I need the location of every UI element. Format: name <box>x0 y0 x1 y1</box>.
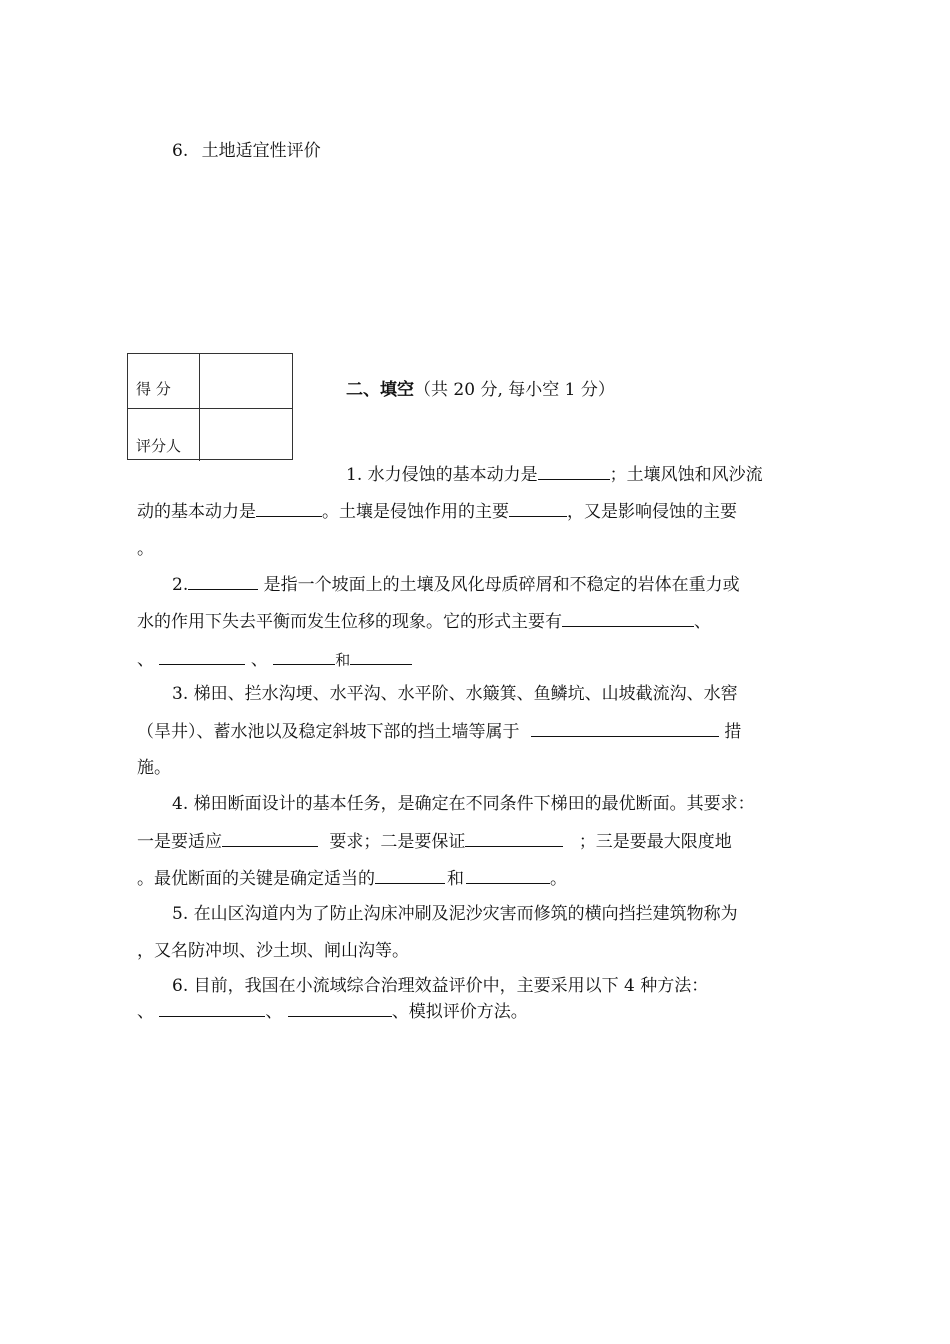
q4-text-c: 要求；二是要保证 <box>329 832 466 852</box>
q4-text-a: 4. 梯田断面设计的基本任务，是确定在不同条件下梯田的最优断面。其要求： <box>172 794 755 814</box>
q4-blank-3[interactable] <box>375 867 445 884</box>
q5-line-2 <box>137 940 409 962</box>
q2-text-d: 、 <box>694 612 711 632</box>
q4-line-1 <box>172 793 755 815</box>
q2-text-e: 、 <box>137 650 154 670</box>
q6-text-d: 、模拟评价方法。 <box>391 1002 528 1022</box>
score-value-cell <box>200 354 292 408</box>
q2-text-g: 和 <box>335 651 351 669</box>
q6-line-1 <box>172 975 708 997</box>
q2-blank-4[interactable] <box>273 648 335 665</box>
q4-line-3 <box>137 867 567 890</box>
q4-blank-4[interactable] <box>466 867 550 884</box>
q1-line-2 <box>137 500 737 523</box>
q4-blank-1[interactable] <box>222 830 318 847</box>
q2-line-2 <box>137 610 711 633</box>
q2-blank-3[interactable] <box>159 648 245 665</box>
q1-line-3 <box>137 538 154 560</box>
q4-text-e: 。最优断面的关键是确定适当的 <box>137 869 375 889</box>
q2-line-1 <box>172 573 740 596</box>
grader-value-cell <box>200 408 292 462</box>
q2-text-f: 、 <box>250 650 268 670</box>
q3-text-d: 施。 <box>137 758 171 778</box>
grader-label: 评分人 <box>128 408 200 461</box>
q3-text-c: 措 <box>724 722 742 742</box>
q1-line-1 <box>346 463 763 486</box>
q5-text-a: 5. 在山区沟道内为了防止沟床冲刷及泥沙灾害而修筑的横向挡拦建筑物称为 <box>172 904 738 924</box>
q3-text-a: 3. 梯田、拦水沟埂、水平沟、水平阶、水簸箕、鱼鳞坑、山坡截流沟、水窖 <box>172 684 738 704</box>
section-note: （共 20 分, 每小空 1 分） <box>414 380 615 400</box>
q1-text-b: ；土壤风蚀和风沙流 <box>609 465 763 485</box>
q4-text-d: ；三是要最大限度地 <box>578 832 732 852</box>
q1-text-d: 。土壤是侵蚀作用的主要 <box>322 502 509 522</box>
q6-blank-1[interactable] <box>159 1000 265 1017</box>
q1-text-c: 动的基本动力是 <box>137 502 256 522</box>
score-table <box>127 353 293 460</box>
q3-line-1 <box>172 683 738 705</box>
q6-text-a: 6. 目前，我国在小流域综合治理效益评价中，主要采用以下 4 种方法： <box>172 976 709 996</box>
section-heading <box>346 379 615 401</box>
score-label: 得 分 <box>128 354 200 408</box>
section-title: 二、填空 <box>346 380 414 400</box>
q6-line-2 <box>137 1000 528 1023</box>
q5-line-1 <box>172 903 738 925</box>
prev-question-item <box>172 140 321 162</box>
q1-text-f: 。 <box>137 539 154 559</box>
q2-blank-1[interactable] <box>188 573 258 590</box>
q4-line-2 <box>137 830 732 853</box>
q1-blank-2[interactable] <box>256 500 322 517</box>
q3-line-2 <box>137 720 741 743</box>
q2-text-c: 水的作用下失去平衡而发生位移的现象。它的形式主要有 <box>137 612 562 632</box>
q4-text-b: 一是要适应 <box>137 832 222 852</box>
q3-text-b: （旱井）、蓄水池以及稳定斜坡下部的挡土墙等属于 <box>137 722 520 742</box>
q4-text-g: 。 <box>550 869 567 889</box>
q6-text-c: 、 <box>265 1002 283 1022</box>
q4-text-f: 和 <box>447 869 464 889</box>
q1-text-e: ，又是影响侵蚀的主要 <box>567 502 737 522</box>
q1-blank-1[interactable] <box>538 463 610 480</box>
prev-question-text: 土地适宜性评价 <box>201 141 321 161</box>
q1-text-a: 1. 水力侵蚀的基本动力是 <box>346 465 538 485</box>
prev-question-number: 6. <box>172 141 189 161</box>
q2-text-a: 2. <box>172 575 189 595</box>
q5-text-b: ，又名防冲坝、沙土坝、闸山沟等。 <box>137 941 409 961</box>
q3-blank-1[interactable] <box>531 720 719 737</box>
q2-blank-2[interactable] <box>562 610 694 627</box>
q1-blank-3[interactable] <box>509 500 567 517</box>
q2-text-b: 是指一个坡面上的土壤及风化母质碎屑和不稳定的岩体在重力或 <box>263 575 740 595</box>
q2-line-3 <box>137 648 412 671</box>
q6-blank-2[interactable] <box>288 1000 392 1017</box>
q6-text-b: 、 <box>137 1002 154 1022</box>
q3-line-3 <box>137 757 171 779</box>
q2-blank-5[interactable] <box>350 648 412 665</box>
q4-blank-2[interactable] <box>465 830 563 847</box>
